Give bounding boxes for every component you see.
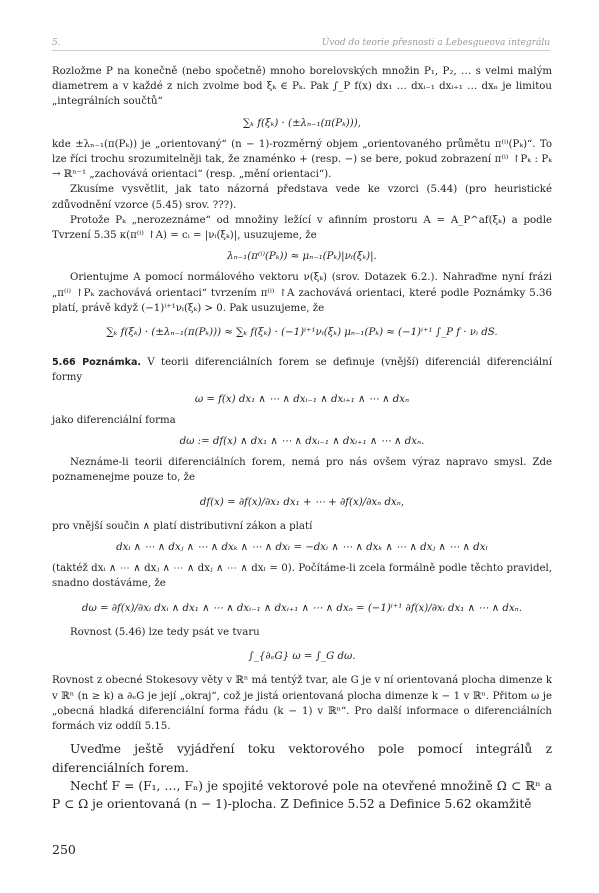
paragraph-5: Orientujme A pomocí normálového vektoru ν(ξₖ) (srov. Dotazek 6.2.). Nahraďme nyní frázi „π⁽ⁱ⁾ ↾Pₖ zachovává orientaci“ tvrzením π⁽ⁱ⁾ ↾A zachovává orientaci, které podle Poznámky 5.36 platí, právě když (−1)ⁱ⁺¹νᵢ(ξₖ) > 0. Pak usuzujeme, že [52, 272, 552, 314]
equation-stokes: ∫_{∂ₑG} ω = ∫_G dω. [248, 651, 356, 663]
equation-form-omega: ω = f(x) dx₁ ∧ ⋯ ∧ dxᵢ₋₁ ∧ dxᵢ₊₁ ∧ ⋯ ∧ dxₙ [194, 393, 410, 405]
paragraph-11: Rovnost z obecné Stokesovy věty v ℝⁿ má tentýž tvar, ale G je v ní orientovaná plocha dimenze k v ℝⁿ (n ≥ k) a ∂ₑG je její „okraj“, což je jistá orientovaná plocha dimenze k − 1 v ℝⁿ. Přitom ω je „obecná hladká diferenciální forma řádu (k − 1) v ℝⁿ“. Pro další informace o diferenciálních formách viz oddíl 5.15. [52, 675, 552, 732]
main-text [52, 64, 552, 814]
equation-surface-integral: ∑ₖ f(ξₖ) · (±λₙ₋₁(π(Pₖ))) ≈ ∑ₖ f(ξₖ) · (−1)ⁱ⁺¹νᵢ(ξₖ) μₙ₋₁(Pₖ) ≈ (−1)ⁱ⁺¹ ∫_P f · νᵢ dS. [106, 327, 498, 339]
paragraph-13: Nechť F = (F₁, …, Fₙ) je spojité vektorové pole na otevřené množině Ω ⊂ ℝⁿ a P ⊂ Ω je orientovaná (n − 1)-plocha. Z Definice 5.52 a Definice 5.62 okamžitě [52, 778, 552, 812]
equation-projection-measure: λₙ₋₁(π⁽ⁱ⁾(Pₖ)) ≈ μₙ₋₁(Pₖ)|νᵢ(ξₖ)|. [227, 251, 377, 263]
running-head-rule [52, 50, 550, 51]
paragraph-1: Rozložme P na konečně (nebo spočetně) mnoho borelovských množin P₁, P₂, … s velmi malým diametrem a v každé z nich zvolme bod ξₖ ∈ Pₖ. Pak ∫_P f(x) dx₁ … dxᵢ₋₁ dxᵢ₊₁ … dxₙ je limitou „integrálních součtů“ [52, 66, 552, 108]
paragraph-12: Uveďme ještě vyjádření toku vektorového pole pomocí integrálů z diferenciálních forem. [52, 742, 552, 775]
remark-label: 5.66 Poznámka. [52, 357, 142, 369]
paragraph-10: Rovnost (5.46) lze tedy psát ve tvaru [70, 626, 260, 638]
remark-text: V teorii diferenciálních forem se definuje (vnější) diferenciál diferenciální formy [52, 357, 552, 384]
running-head-title: Úvod do teorie přesnosti a Lebesgueova integrálu [321, 38, 550, 48]
equation-integral-sum: ∑ₖ f(ξₖ) · (±λₙ₋₁(π(Pₖ))), [243, 117, 361, 129]
paragraph-7: Neznáme-li teorii diferenciálních forem, nemá pro nás ovšem výraz napravo smysl. Zde poznamenejme pouze to, že [52, 457, 552, 484]
page-number: 250 [52, 842, 76, 857]
paragraph-3: Zkusíme vysvětlit, jak tato názorná představa vede ke vzorci (5.44) (pro heuristické zdůvodnění vzorce (5.45) srov. ???). [52, 184, 552, 211]
equation-exterior-derivative: dω := df(x) ∧ dx₁ ∧ ⋯ ∧ dxᵢ₋₁ ∧ dxᵢ₊₁ ∧ ⋯ ∧ dxₙ. [179, 436, 425, 448]
equation-differential: df(x) = ∂f(x)/∂x₁ dx₁ + ⋯ + ∂f(x)/∂xₙ dxₙ, [199, 496, 405, 508]
paragraph-8: pro vnější součin ∧ platí distributivní zákon a platí [52, 520, 313, 532]
paragraph-4: Protože Pₖ „nerozeznáme“ od množiny ležící v afinním prostoru A = A_P^af(ξₖ) a podle Tvrzení 5.35 κ(π⁽ⁱ⁾ ↾A) = cᵢ = |νᵢ(ξₖ)|, usuzujeme, že [52, 214, 552, 242]
equation-d-omega: dω = ∂f(x)/∂xᵢ dxᵢ ∧ dx₁ ∧ ⋯ ∧ dxᵢ₋₁ ∧ dxᵢ₊₁ ∧ ⋯ ∧ dxₙ = (−1)ⁱ⁺¹ ∂f(x)/∂xᵢ dx₁ ∧ ⋯ ∧ dxₙ. [81, 602, 523, 614]
paragraph-6: jako diferenciální forma [52, 414, 176, 426]
running-head [52, 38, 550, 50]
paragraph-2: kde ±λₙ₋₁(π(Pₖ)) je „orientovaný“ (n − 1)-rozměrný objem „orientovaného průmětu π⁽ⁱ⁾(Pₖ)“. To lze říci trochu srozumitelněji tak, že znaménko + (resp. −) se bere, pokud zobrazení π⁽ⁱ⁾ ↾Pₖ : Pₖ → ℝⁿ⁻¹ „zachovává orientaci“ (resp. „mění orientaci“). [52, 138, 552, 181]
running-head-chapter: 5. [52, 38, 61, 48]
paragraph-9: (taktéž dxᵢ ∧ ⋯ ∧ dxⱼ ∧ ⋯ ∧ dxⱼ ∧ ⋯ ∧ dxₗ = 0). Počítáme-li zcela formálně podle těchto pravidel, snadno dostáváme, že [52, 563, 552, 590]
remark-paragraph [52, 355, 552, 385]
equation-wedge-antisymmetry: dxᵢ ∧ ⋯ ∧ dxⱼ ∧ ⋯ ∧ dxₖ ∧ ⋯ ∧ dxₗ = −dxᵢ ∧ ⋯ ∧ dxₖ ∧ ⋯ ∧ dxⱼ ∧ ⋯ ∧ dxₗ [116, 542, 488, 554]
